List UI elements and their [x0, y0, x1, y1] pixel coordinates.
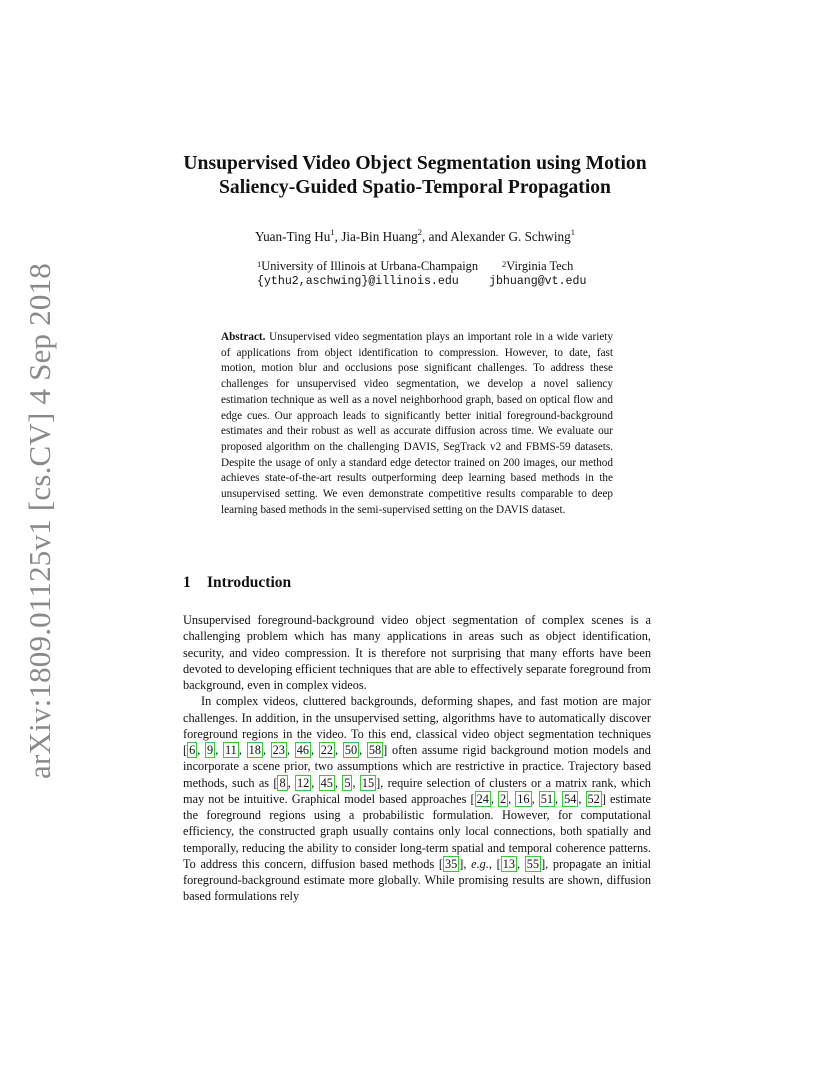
author-name: Yuan-Ting Hu: [255, 229, 331, 244]
citation-link[interactable]: 9: [207, 743, 214, 757]
citation-link[interactable]: 22: [320, 743, 334, 757]
citation-link[interactable]: 2: [499, 791, 507, 806]
citation-link[interactable]: 5: [344, 775, 351, 790]
paper-title: Unsupervised Video Object Segmentation using Motion Saliency-Guided Spatio-Temporal Propagation: [183, 153, 647, 198]
citation-link[interactable]: 46: [296, 743, 309, 757]
abstract-label: Abstract.: [221, 331, 266, 343]
citation-link[interactable]: 51: [540, 791, 553, 806]
arxiv-identifier: arXiv:1809.01125v1 [cs.CV] 4 Sep 2018: [22, 262, 57, 779]
affiliation-email: {ythu2,aschwing}@illinois.edu: [257, 275, 459, 288]
author-affiliation-mark: 2: [417, 227, 423, 237]
citation-link[interactable]: 35: [445, 856, 458, 871]
affiliation-email: jbhuang@vt.edu: [489, 275, 587, 288]
abstract: [221, 330, 613, 518]
paragraph: In complex videos, cluttered backgrounds, deforming shapes, and fast motion are major challenges. In addition, in the unsupervised setting, algorithms have to automatically discover foreground regions in the video. To this end, classical video object segmentation techniques [ 6 , 9 , 11 , 18 , 23 , 46 , 22 , 50 , 58 ] often assume rigid background motion models and incorporate a scene prior, two assumptions which are restrictive in practice. Trajectory based methods, such as [ 8 , 12 , 45 , 5 , 15 ], require selection of clusters or a matrix rank, which may not be intuitive. Graphical model based approaches [ 24 , 2 , 16 , 51 , 54 , 52 ] estimate the foreground regions using a probabilistic formulation. However, for computational efficiency, the constructed graph usually contains only local connections, both spatially and temporally, reducing the ability to consider long-term spatial and temporal coherence patterns. To address this concern, diffusion based methods [ 35 ], e.g., [ 13 , 55 ], propagate an initial foreground-background estimate more globally. While promising results are shown, diffusion based formulations rely: [183, 694, 652, 904]
author-list: Yuan-Ting Hu$^1$, Jia-Bin Huang$^2$, and Alexander G. Schwing$^1$: [255, 227, 575, 244]
citation-link[interactable]: 24: [476, 791, 489, 806]
citation-link[interactable]: 23: [272, 743, 285, 757]
paragraph: Unsupervised foreground-background video object segmentation of complex scenes is a challenging problem which has many applications in areas such as object identification, security, and video compression. It is therefore not surprising that many efforts have been devoted to developing efficient techniques that are able to effectively separate foreground from background, even in complex videos.: [183, 613, 652, 692]
section-number: 1: [183, 574, 191, 591]
citation-link[interactable]: 54: [564, 791, 577, 806]
citation-link[interactable]: 16: [517, 791, 530, 806]
affiliation-1: $^1$University of Illinois at Urbana-Champaign {ythu2,aschwing}@illinois.edu: [257, 259, 479, 288]
affiliation-name: Virginia Tech: [506, 259, 574, 273]
citation-link[interactable]: 55: [526, 856, 540, 871]
author-name: Alexander G. Schwing: [450, 229, 571, 244]
author-name: Jia-Bin Huang: [341, 229, 418, 244]
section-title: Introduction: [207, 574, 292, 591]
citation-link[interactable]: 58: [368, 743, 382, 757]
citation-link[interactable]: 11: [224, 743, 237, 757]
citation-link[interactable]: 15: [361, 775, 375, 790]
affiliation-2: $^2$Virginia Tech jbhuang@vt.edu: [489, 259, 587, 288]
author-affiliation-mark: 1: [330, 227, 335, 237]
author-affiliation-mark: 1: [570, 227, 575, 237]
citation-link[interactable]: 13: [502, 856, 516, 871]
citation-link[interactable]: 8: [279, 775, 286, 790]
section-heading: [183, 574, 291, 592]
citation-link[interactable]: 12: [297, 775, 310, 790]
citation-link[interactable]: 45: [320, 775, 333, 790]
body-text: [183, 612, 651, 905]
citation-link[interactable]: 18: [248, 743, 261, 757]
citation-link[interactable]: 52: [587, 791, 600, 806]
citation-link[interactable]: 50: [344, 743, 358, 757]
abstract-text: Unsupervised video segmentation plays an important role in a wide variety of applications from object identification to compression. However, to date, fast motion, motion blur and occlusions pose significant challenges. To address these challenges for unsupervised video segmentation, we develop a novel saliency estimation technique as well as a novel neighborhood graph, based on optical flow and edge cues. Our approach leads to significantly better initial foreground-background estimates and their robust as well as accurate diffusion across time. We evaluate our proposed algorithm on the challenging DAVIS, SegTrack v2 and FBMS-59 datasets. Despite the usage of only a standard edge detector trained on 200 images, our method achieves state-of-the-art results outperforming deep learning based methods in the unsupervised setting. We even demonstrate competitive results comparable to deep learning based methods in the semi-supervised setting on the DAVIS dataset.: [221, 331, 613, 516]
citation-link[interactable]: 6: [189, 743, 196, 757]
affiliation-name: University of Illinois at Urbana-Champaign: [261, 259, 479, 273]
